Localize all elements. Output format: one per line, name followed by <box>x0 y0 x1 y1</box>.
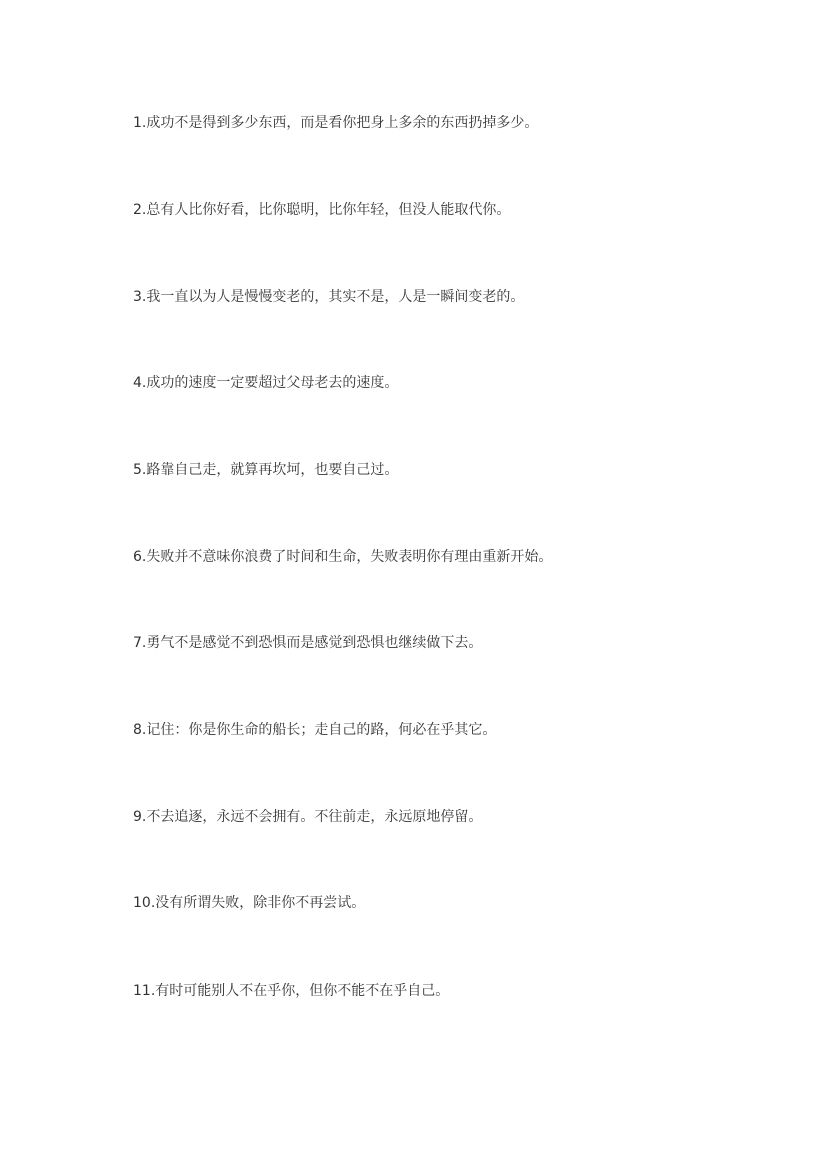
quote-5: 5.路靠自己走，就算再坎坷，也要自己过。 <box>133 462 399 478</box>
quote-3: 3.我一直以为人是慢慢变老的，其实不是，人是一瞬间变老的。 <box>133 289 525 305</box>
quote-8: 8.记住：你是你生命的船长；走自己的路，何必在乎其它。 <box>133 722 497 738</box>
quote-11: 11.有时可能别人不在乎你，但你不能不在乎自己。 <box>133 983 450 999</box>
quote-7: 7.勇气不是感觉不到恐惧而是感觉到恐惧也继续做下去。 <box>133 635 483 651</box>
quote-6: 6.失败并不意味你浪费了时间和生命，失败表明你有理由重新开始。 <box>133 549 553 565</box>
quote-9: 9.不去追逐，永远不会拥有。不往前走，永远原地停留。 <box>133 809 483 825</box>
quote-1: 1.成功不是得到多少东西，而是看你把身上多余的东西扔掉多少。 <box>133 115 539 131</box>
quote-2: 2.总有人比你好看，比你聪明，比你年轻，但没人能取代你。 <box>133 202 511 218</box>
quote-10: 10.没有所谓失败，除非你不再尝试。 <box>133 895 366 911</box>
quote-4: 4.成功的速度一定要超过父母老去的速度。 <box>133 375 399 391</box>
